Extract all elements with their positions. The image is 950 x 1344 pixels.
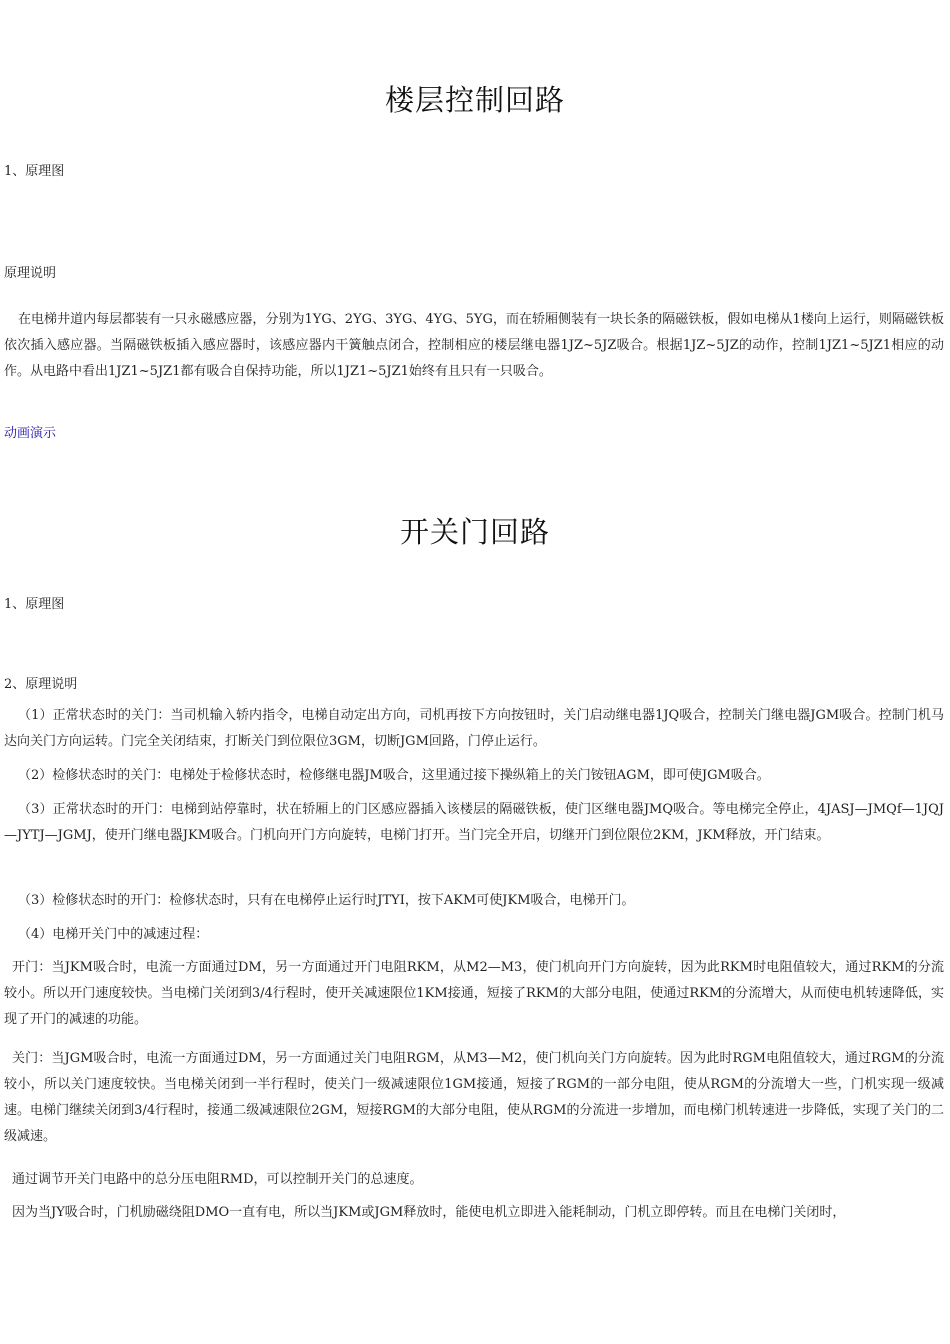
section2-paragraph-open-deceleration: 开门：当JKM吸合时，电流一方面通过DM，另一方面通过开门电阻RKM，从M2—M3，使门机向开门方向旋转，因为此RKM时电阻值较大，通过RKM的分流较小。所以开门速度较快。当电梯门关闭到3/4行程时，使开关减速限位1KM接通，短接了RKM的大部分电阻，使通过RKM的分流增大，从而使电机转速降低，实现了开门的减速的功能。 (4, 960, 944, 1027)
section1-paragraph: 在电梯井道内每层都装有一只永磁感应器，分别为1YG、2YG、3YG、4YG、5YG，而在轿厢侧装有一块长条的隔磁铁板，假如电梯从1楼向上运行，则隔磁铁板依次插入感应器。当隔磁铁板插入感应器时，该感应器内干簧触点闭合，控制相应的楼层继电器1JZ~5JZ吸合。根据1JZ~5JZ的动作，控制1JZ1~5JZ1相应的动作。从电路中看出1JZ1~5JZ1都有吸合自保持功能，所以1JZ1~5JZ1始终有且只有一只吸合。 (4, 312, 944, 379)
section2-paragraph-normal-open: （3）正常状态时的开门：电梯到站停靠时，状在轿厢上的门区感应器插入该楼层的隔磁铁板，使门区继电器JMQ吸合。等电梯完全停止，4JASJ—JMQf—1JQJ—JYTJ—JGMJ，使开门继电器JKM吸合。门机向开门方向旋转，电梯门打开。当门完全开启，切继开门到位限位2KM，JKM释放，开门结束。 (4, 802, 944, 843)
section1-diagram-label: 1、原理图 (4, 164, 65, 179)
section2-paragraph-maintenance-close: （2）检修状态时的关门：电梯处于检修状态时，检修继电器JM吸合，这里通过接下操纵箱上的关门铵钮AGM，即可使JGM吸合。 (18, 768, 770, 783)
section1-explanation-label: 原理说明 (4, 266, 57, 281)
section2-paragraph-braking: 因为当JY吸合时，门机励磁绕阻DMO一直有电，所以当JKM或JGM释放时，能使电机立即进入能耗制动，门机立即停转。而且在电梯门关闭时， (12, 1205, 846, 1220)
animation-demo-link[interactable]: 动画演示 (4, 426, 57, 441)
section2-paragraph-maintenance-open: （3）检修状态时的开门：检修状态时，只有在电梯停止运行时JTYI，按下AKM可使JKM吸合，电梯开门。 (18, 893, 635, 908)
section2-title: 开关门回路 (399, 515, 550, 549)
section2-paragraph-deceleration-heading: （4）电梯开关门中的减速过程： (18, 927, 209, 942)
section2-explanation-label: 2、原理说明 (4, 677, 78, 692)
section2-paragraph-close-deceleration: 关门：当JGM吸合时，电流一方面通过DM，另一方面通过关门电阻RGM，从M3—M2，使门机向关门方向旋转。因为此时RGM电阻值较大，通过RGM的分流较小，所以关门速度较快。当电梯关闭到一半行程时，使关门一级减速限位1GM接通，短接了RGM的一部分电阻，使从RGM的分流增大一些，门机实现一级减速。电梯门继续关闭到3/4行程时，接通二级减速限位2GM，短接RGM的大部分电阻，使从RGM的分流进一步增加，而电梯门机转速进一步降低，实现了关门的二级减速。 (4, 1051, 944, 1144)
section2-paragraph-normal-close: （1）正常状态时的关门：当司机输入轿内指令，电梯自动定出方向，司机再按下方向按钮时，关门启动继电器1JQ吸合，控制关门继电器JGM吸合。控制门机马达向关门方向运转。门完全关闭结束，打断关门到位限位3GM，切断JGM回路，门停止运行。 (4, 708, 944, 749)
section1-title: 楼层控制回路 (384, 83, 565, 117)
section2-paragraph-speed-adjust: 通过调节开关门电路中的总分压电阻RMD，可以控制开关门的总速度。 (12, 1172, 423, 1187)
section2-diagram-label: 1、原理图 (4, 597, 65, 612)
